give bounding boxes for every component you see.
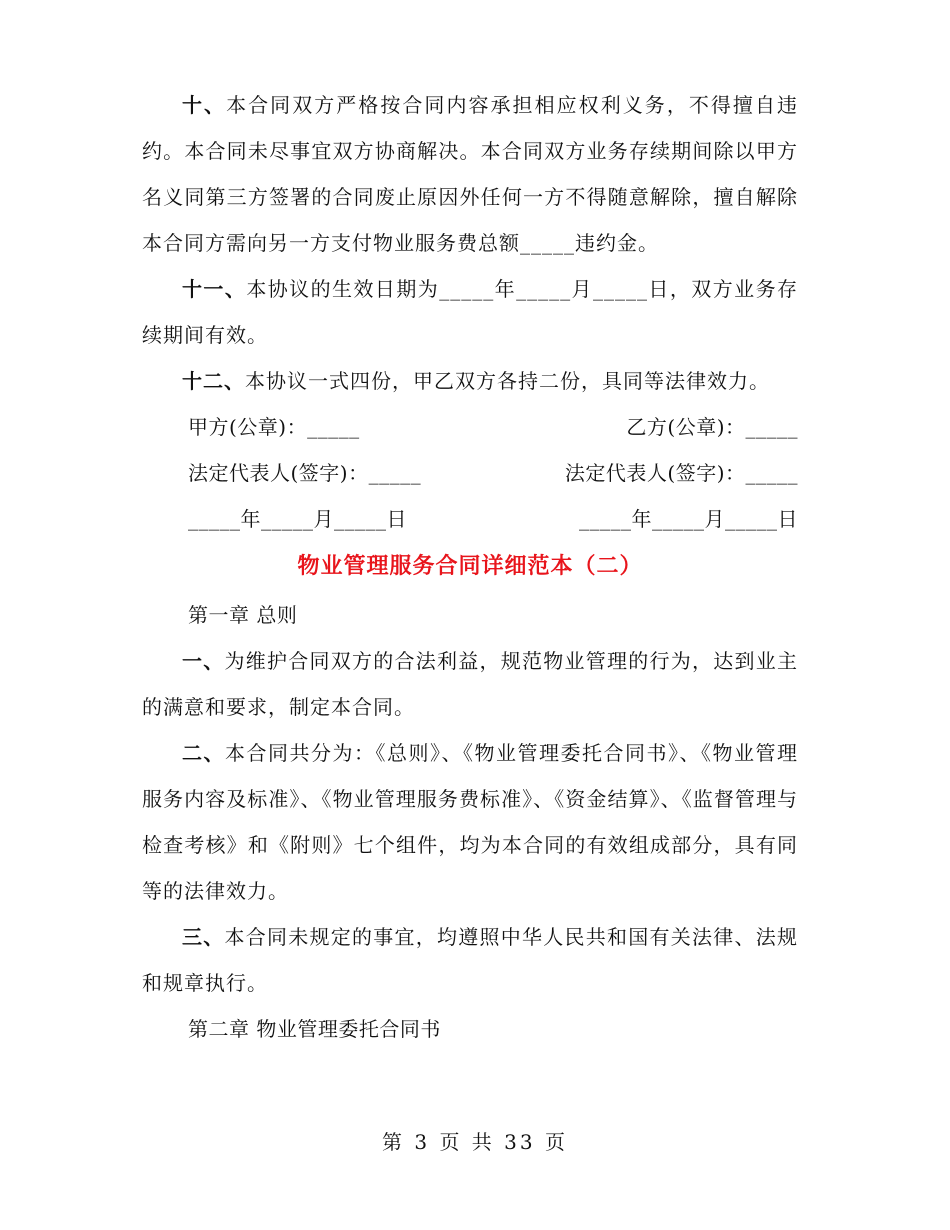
page-content: [142, 82, 798, 1052]
clause-11: [142, 266, 798, 358]
party-a-date: _____年_____月_____日: [188, 507, 407, 531]
party-a-representative: 法定代表人(签字)：_____: [188, 461, 422, 485]
party-b-representative: 法定代表人(签字)：_____: [564, 461, 798, 485]
party-a-seal: 甲方(公章)：_____: [188, 415, 360, 439]
clause-12-text: 本协议一式四份，甲乙双方各持二份，具同等法律效力。: [245, 369, 770, 393]
article-3-number: 三、: [182, 925, 225, 949]
party-b-seal: 乙方(公章)：_____: [626, 415, 798, 439]
clause-10-number: 十、: [182, 93, 227, 117]
seal-row: [142, 404, 798, 450]
party-b-date: _____年_____月_____日: [579, 507, 798, 531]
chapter-1-heading: 第一章 总则: [188, 603, 298, 627]
clause-12-number: 十二、: [182, 369, 245, 393]
clause-11-number: 十一、: [182, 277, 247, 301]
article-3: [142, 914, 798, 1006]
article-1-text: 为维护合同双方的合法利益，规范物业管理的行为，达到业主的满意和要求，制定本合同。: [142, 649, 798, 719]
clause-11-text: 本协议的生效日期为_____年_____月_____日，双方业务存续期间有效。: [142, 277, 799, 347]
article-2-text: 本合同共分为：《总则》、《物业管理委托合同书》、《物业管理服务内容及标准》、《物业管理服务费标准》、《资金结算》、《监督管理与检查考核》和《附则》七个组件，均为本合同的有效组成部分，具有同等的法律效力。: [142, 741, 798, 903]
article-2: [142, 730, 798, 914]
signature-date-row: [142, 496, 798, 542]
page-footer: 第 3 页 共 33 页: [382, 1130, 568, 1154]
representative-row: [142, 450, 798, 496]
clause-12: [142, 358, 798, 404]
clause-10: [142, 82, 798, 266]
chapter-2-heading: 第二章 物业管理委托合同书: [188, 1017, 441, 1041]
article-1: [142, 638, 798, 730]
article-3-text: 本合同未规定的事宜，均遵照中华人民共和国有关法律、法规和规章执行。: [142, 925, 798, 995]
article-2-number: 二、: [182, 741, 225, 765]
section-title: 物业管理服务合同详细范本（二）: [297, 554, 643, 579]
clause-10-text: 本合同双方严格按合同内容承担相应权利义务，不得擅自违约。本合同未尽事宜双方协商解决。本合同双方业务存续期间除以甲方名义同第三方签署的合同废止原因外任何一方不得随意解除，擅自解除本合同方需向另一方支付物业服务费总额_____违约金。: [142, 93, 799, 255]
article-1-number: 一、: [182, 649, 225, 673]
